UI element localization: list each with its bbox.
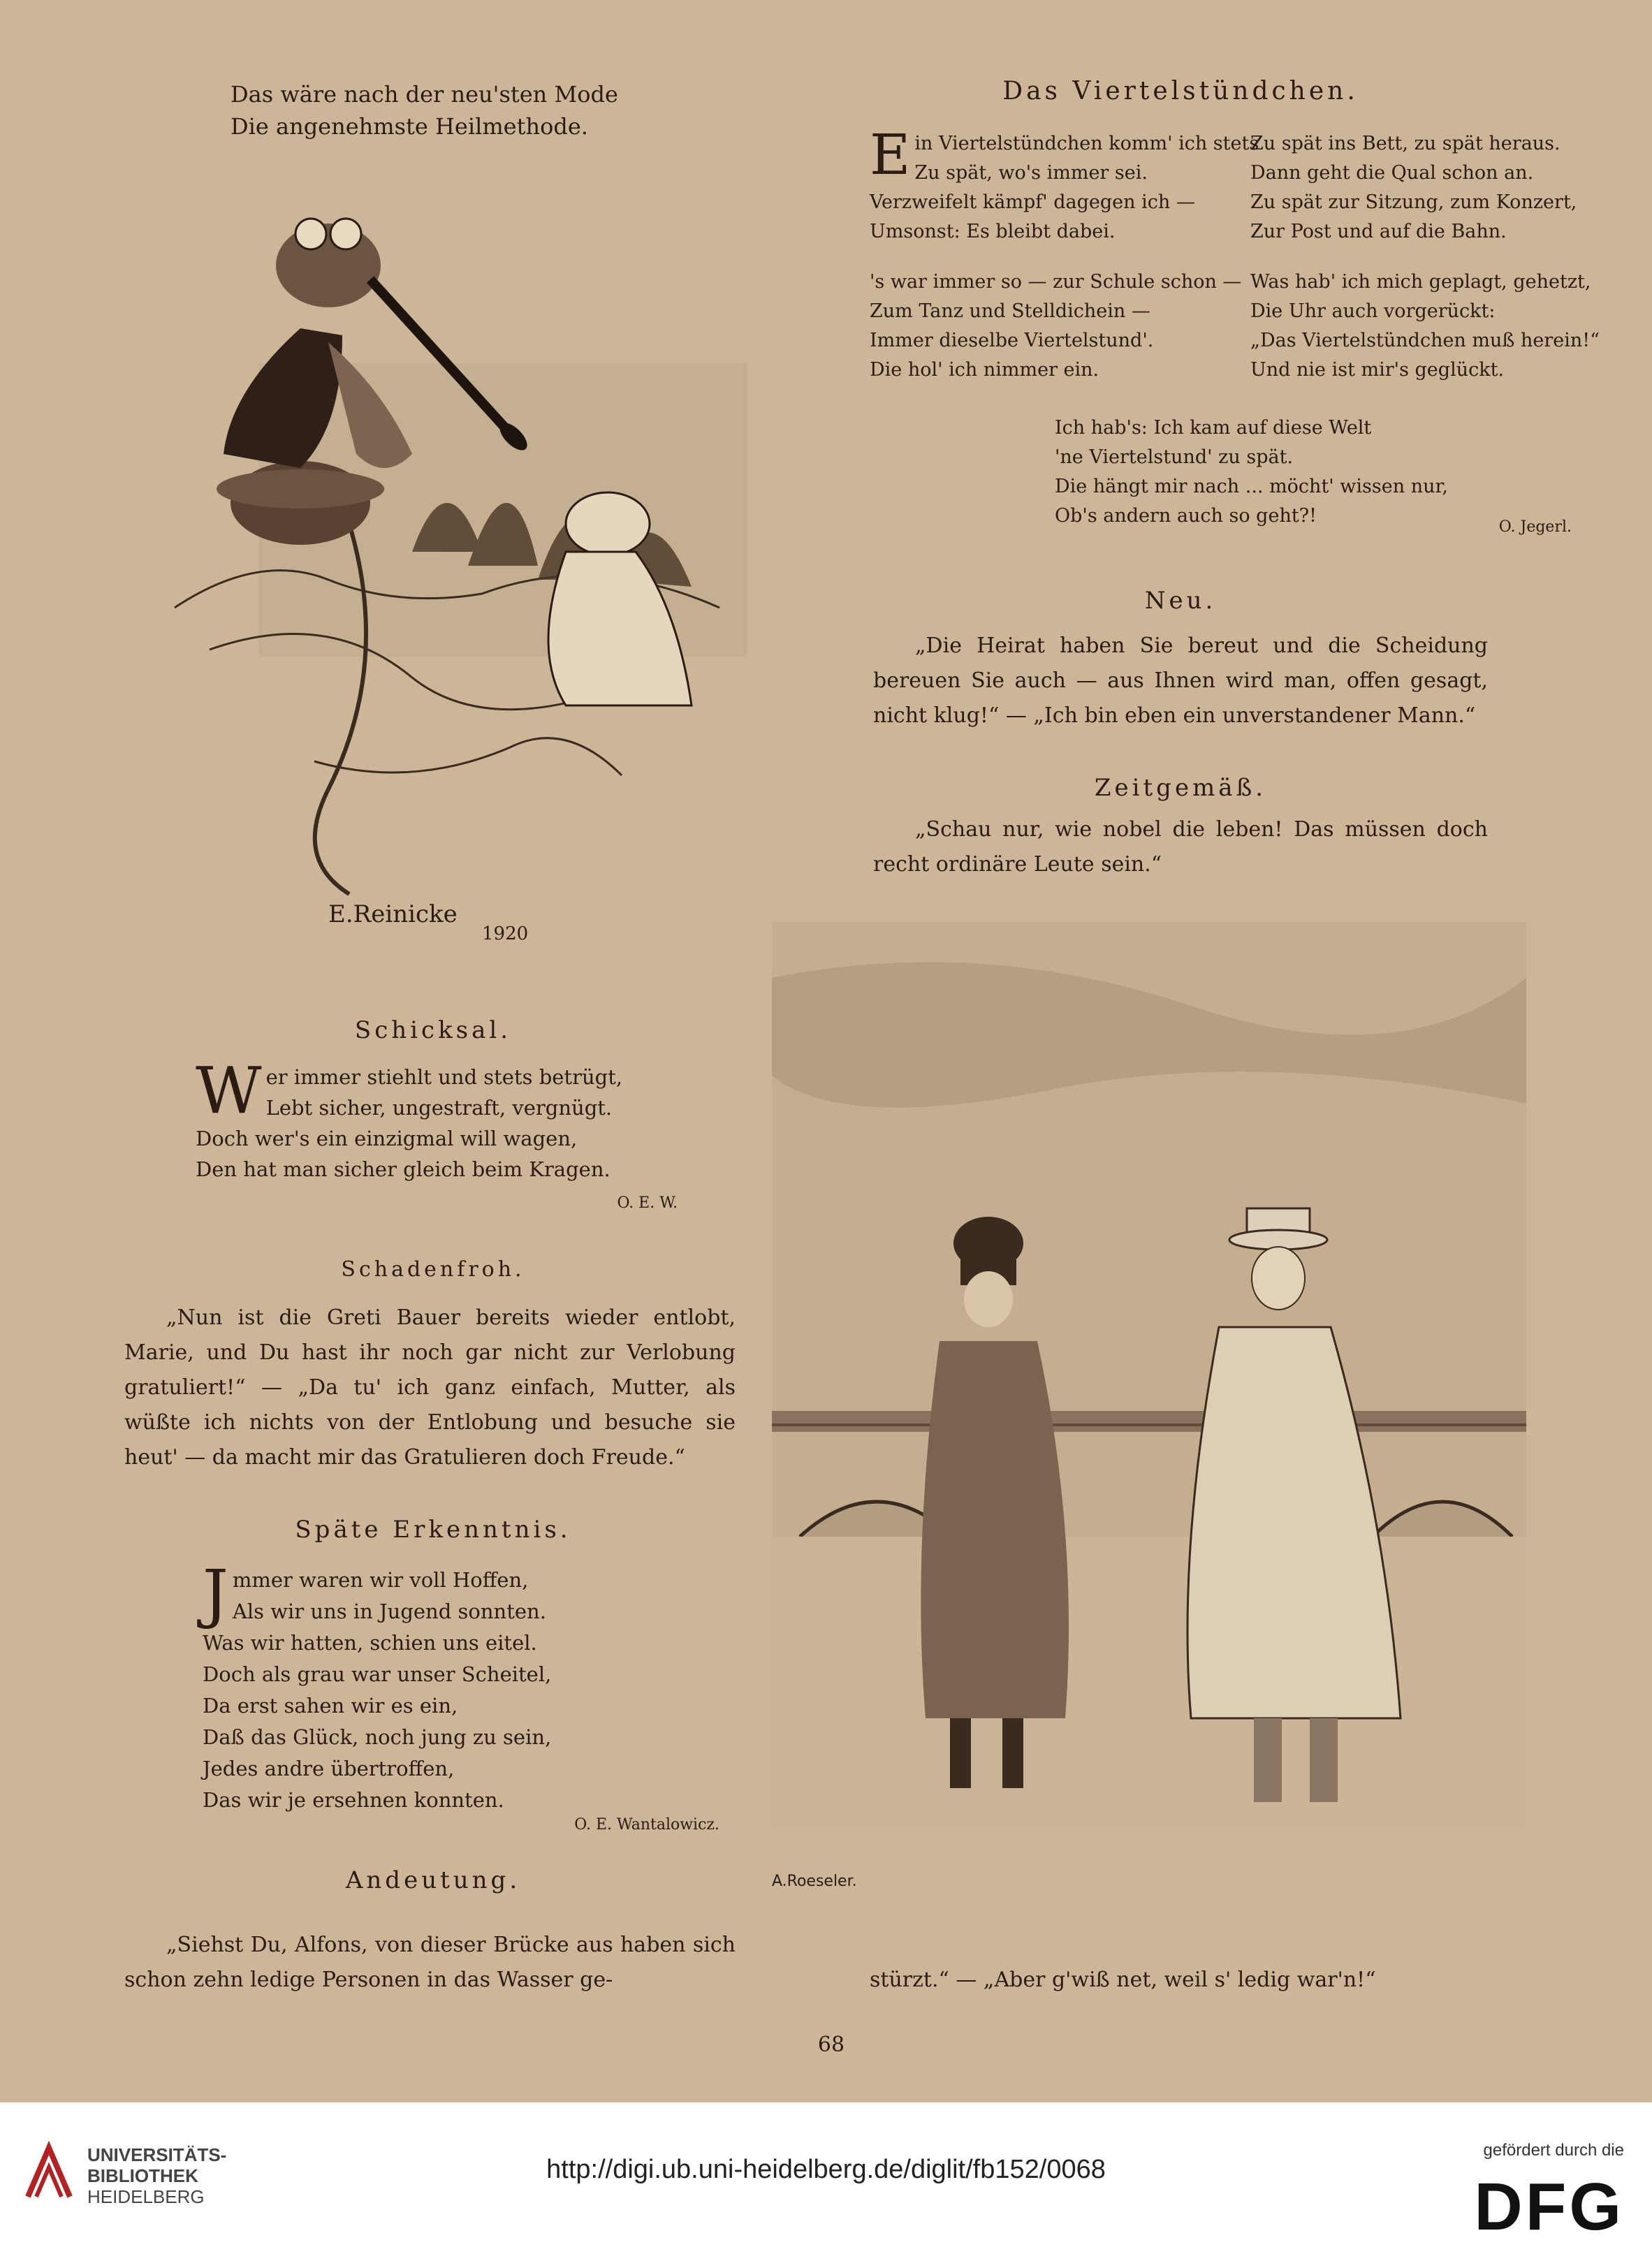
poem-line: Da erst sahen wir es ein, [203, 1694, 458, 1718]
poem-line: Verzweifelt kämpf' dagegen ich — [870, 191, 1195, 213]
library-line: BIBLIOTHEK [87, 2165, 198, 2186]
viertel-signature: O. Jegerl. [1498, 518, 1572, 536]
dfg-logo: DFG [1474, 2169, 1624, 2244]
library-line: HEIDELBERG [87, 2186, 205, 2207]
digitization-footer [0, 2102, 1652, 2247]
funded-by-label: gefördert durch die [1483, 2141, 1624, 2160]
source-url-link[interactable]: http://digi.ub.uni-heidelberg.de/diglit/fb152/0068 [546, 2155, 1106, 2184]
poem-line: Was hab' ich mich geplagt, gehetzt, [1250, 271, 1591, 293]
zeitgemaess-text: „Schau nur, wie nobel die leben! Das müssen doch recht ordinäre Leute sein.“ [873, 817, 1488, 877]
illustration-signature: A.Roeseler. [772, 1873, 857, 1890]
spaete-signature: O. E. Wantalowicz. [574, 1816, 719, 1834]
schadenfroh-text: „Nun ist die Greti Bauer bereits wieder entlobt, Marie, und Du hast ihr noch gar nicht zur Verlobung gratuliert!“ — „Da tu' ich ganz einfach, Mutter, als wüßte ich nichts von der Entlobung und besuche sie heut' — da macht mir das Gratulieren doch Freude.“ [124, 1305, 736, 1470]
schicksal-poem [196, 1053, 685, 1185]
bridge-illustration [772, 922, 1526, 1900]
poem-line: Dann geht die Qual schon an. [1250, 162, 1534, 184]
spaete-erkenntnis-poem [203, 1556, 706, 1816]
caption-line: Das wäre nach der neu'sten Mode [231, 81, 618, 108]
poem-line: Zum Tanz und Stelldichein — [870, 300, 1150, 322]
viertelstuendchen-col2 [1250, 129, 1600, 385]
poem-line: Jedes andre übertroffen, [203, 1757, 455, 1780]
andeutung-text: „Siehst Du, Alfons, von dieser Brücke aus haben sich schon zehn ledige Personen in das Wasser ge- [124, 1933, 736, 1992]
poem-line: Was wir hatten, schien uns eitel. [203, 1631, 537, 1655]
poem-line: mmer waren wir voll Hoffen, [232, 1568, 529, 1592]
viertelstuendchen-col1 [870, 122, 1259, 385]
poem-line: Doch als grau war unser Scheitel, [203, 1662, 552, 1686]
neu-title: Neu. [1144, 587, 1217, 615]
schicksal-signature: O. E. W. [617, 1194, 678, 1212]
illustration-year: 1920 [482, 923, 529, 944]
poem-line: Doch wer's ein einzigmal will wagen, [196, 1127, 578, 1150]
poem-line: Daß das Glück, noch jung zu sein, [203, 1725, 552, 1749]
poem-line: in Viertelstündchen komm' ich stets [914, 133, 1259, 154]
zeitgemaess-title: Zeitgemäß. [1094, 774, 1267, 802]
poem-line: Die hängt mir nach ... möcht' wissen nur, [1055, 476, 1449, 497]
poem-line: Zu spät ins Bett, zu spät heraus. [1250, 133, 1560, 154]
poem-line: Ich hab's: Ich kam auf diese Welt [1055, 417, 1372, 439]
frog-caption [231, 78, 618, 142]
viertelstuendchen-title: Das Viertelstündchen. [1002, 77, 1359, 105]
schadenfroh-title: Schadenfroh. [341, 1257, 525, 1282]
andeutung-continuation: stürzt.“ — „Aber g'wiß net, weil s' ledig war'n!“ [870, 1968, 1376, 1992]
poem-line: Die Uhr auch vorgerückt: [1250, 300, 1496, 322]
poem-line: Immer dieselbe Viertelstund'. [870, 330, 1154, 351]
caption-line: Die angenehmste Heilmethode. [231, 113, 588, 140]
poem-line: Zu spät zur Sitzung, zum Konzert, [1250, 191, 1577, 213]
poem-line: er immer stiehlt und stets betrügt, [265, 1065, 623, 1089]
schicksal-title: Schicksal. [354, 1016, 512, 1044]
library-line: UNIVERSITÄTS- [87, 2144, 227, 2165]
frog-illustration [119, 161, 747, 950]
poem-line: Und nie ist mir's geglückt. [1250, 359, 1505, 381]
viertelstuendchen-end [1055, 413, 1474, 531]
poem-line: Lebt sicher, ungestraft, vergnügt. [265, 1096, 613, 1120]
poem-line: „Das Viertelstündchen muß herein!“ [1250, 330, 1600, 351]
spaete-erkenntnis-title: Späte Erkenntnis. [295, 1516, 571, 1544]
poem-line: Ob's andern auch so geht?! [1055, 505, 1317, 527]
poem-line: Die hol' ich nimmer ein. [870, 359, 1099, 381]
poem-line: Zur Post und auf die Bahn. [1250, 221, 1507, 242]
andeutung-title: Andeutung. [345, 1866, 521, 1894]
schicksal-dropcap: W [196, 1053, 262, 1128]
neu-text: „Die Heirat haben Sie bereut und die Scheidung bereuen Sie auch — aus Ihnen wird man, offen gesagt, nicht klug!“ — „Ich bin eben ein unverstandener Mann.“ [873, 634, 1488, 728]
poem-line: 's war immer so — zur Schule schon — [870, 271, 1242, 293]
illustration-signature: E.Reinicke [328, 900, 458, 928]
poem-line: Umsonst: Es bleibt dabei. [870, 221, 1116, 242]
spaete-dropcap: J [203, 1556, 228, 1631]
poem-line: Als wir uns in Jugend sonnten. [232, 1600, 546, 1623]
poem-line: 'ne Viertelstund' zu spät. [1055, 446, 1294, 468]
poem-line: Zu spät, wo's immer sei. [914, 162, 1148, 184]
viertel-dropcap: E [870, 122, 911, 187]
page-number: 68 [817, 2033, 845, 2057]
poem-line: Den hat man sicher gleich beim Kragen. [196, 1157, 611, 1181]
poem-line: Das wir je ersehnen konnten. [203, 1788, 504, 1812]
